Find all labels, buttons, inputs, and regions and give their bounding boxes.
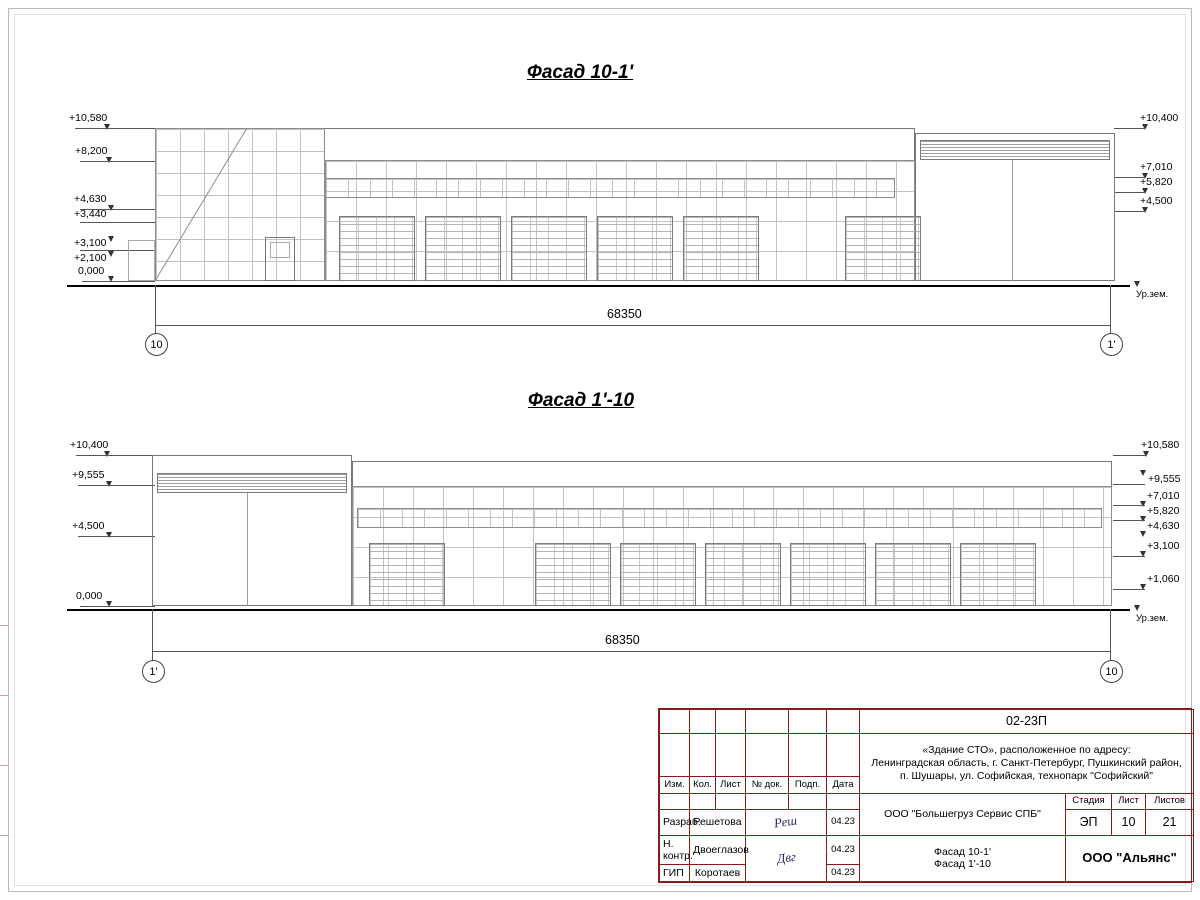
- overhead-gate: [683, 216, 759, 281]
- level-line-left-2-0: [76, 455, 155, 456]
- level-line-right-1-3: [1114, 211, 1144, 212]
- level-label-left-1-3: +3,440: [74, 208, 107, 220]
- stamp-designer-org: ООО "Альянс": [1066, 835, 1194, 881]
- stamp-header-kol: Кол.: [690, 776, 716, 793]
- overhead-gate: [875, 543, 951, 606]
- annex-divider: [1012, 160, 1013, 281]
- overhead-gate: [369, 543, 445, 606]
- stamp-role-1: Н. контр.: [660, 835, 690, 864]
- level-line-right-2-2: [1113, 505, 1145, 506]
- window-band: [325, 178, 895, 198]
- stamp-sheet-title: [860, 835, 1066, 881]
- left-edge-marks: [0, 625, 9, 875]
- stamp-name-0: Решетова: [690, 809, 746, 835]
- level-label-left-2-2: +4,500: [72, 520, 105, 532]
- pedestrian-door-glass: [270, 242, 290, 258]
- stamp-role-0: Разраб.: [660, 809, 690, 835]
- level-label-left-1-2: +4,630: [74, 193, 107, 205]
- dim-ext-right-2: [1110, 609, 1111, 661]
- louver-panel: [157, 473, 347, 493]
- level-label-left-1-4: +3,100: [74, 237, 107, 249]
- level-label-left-2-1: +9,555: [72, 469, 105, 481]
- level-line-left-2-3: [80, 606, 155, 607]
- stamp-company: ООО "Большегруз Сервис СПБ": [860, 793, 1066, 835]
- overhead-gate: [620, 543, 696, 606]
- overhead-gate: [705, 543, 781, 606]
- stamp-header-ndok: № док.: [746, 776, 789, 793]
- level-label-right-1-1: +7,010: [1140, 161, 1173, 173]
- level-arrow-left-1-5: [108, 251, 115, 258]
- level-line-right-1-0: [1114, 128, 1144, 129]
- dim-value-1: 68350: [607, 307, 642, 321]
- ground-label-2: Ур.зем.: [1136, 613, 1169, 624]
- stamp-date-1: 04.23: [827, 835, 860, 864]
- level-label-left-1-1: +8,200: [75, 145, 108, 157]
- level-line-right-2-5: [1113, 556, 1145, 557]
- overhead-gate: [845, 216, 921, 281]
- stamp-header-data: Дата: [827, 776, 860, 793]
- level-line-right-2-3: [1113, 520, 1145, 521]
- stamp-name-1: Двоеглазов: [690, 835, 746, 864]
- level-line-right-1-2: [1114, 192, 1144, 193]
- facade-1-title: Фасад 10-1': [527, 62, 634, 83]
- stamp-date-0: 04.23: [827, 809, 860, 835]
- object-line-2: Ленинградская область, г. Санкт-Петербург, Пушкинский район,: [871, 756, 1182, 769]
- level-label-left-1-6: 0,000: [78, 265, 105, 277]
- dim-ext-left-2: [152, 609, 153, 661]
- ground-arrow-1: [1134, 281, 1141, 288]
- level-line-right-2-0: [1113, 455, 1145, 456]
- level-line-right-2-1: [1113, 484, 1145, 485]
- facade-2-title: Фасад 1'-10: [528, 390, 635, 411]
- stamp-stage: ЭП: [1066, 809, 1112, 835]
- dim-line-1: [155, 325, 1110, 326]
- stamp-header-podp: Подп.: [789, 776, 827, 793]
- level-label-left-1-0: +10,580: [69, 112, 108, 124]
- level-label-right-2-6: +1,060: [1147, 573, 1180, 585]
- level-line-left-1-3: [80, 222, 155, 223]
- level-label-right-2-2: +7,010: [1147, 490, 1180, 502]
- ground-arrow-2: [1134, 605, 1141, 612]
- annex-divider: [247, 493, 248, 606]
- axis-marker-right-2: 10: [1100, 660, 1123, 683]
- level-line-left-1-6: [82, 281, 155, 282]
- stamp-date-2: 04.23: [827, 864, 860, 881]
- level-line-right-2-6: [1113, 589, 1145, 590]
- stamp-header-stage: Стадия: [1066, 793, 1112, 809]
- stamp-header-izm: Изм.: [660, 776, 690, 793]
- stamp-sheets: 21: [1146, 809, 1194, 835]
- stamp-header-sheets: Листов: [1146, 793, 1194, 809]
- overhead-gate: [425, 216, 501, 281]
- dim-value-2: 68350: [605, 633, 640, 647]
- dim-ext-left-1: [155, 285, 156, 335]
- stamp-header-list: Лист: [716, 776, 746, 793]
- ground-label-1: Ур.зем.: [1136, 289, 1169, 300]
- left-annex: [128, 240, 155, 281]
- stamp-sign-0: Реш: [746, 809, 827, 835]
- axis-marker-right-1: 1': [1100, 333, 1123, 356]
- level-arrow-left-1-4: [108, 236, 115, 243]
- level-label-left-2-3: 0,000: [76, 590, 103, 602]
- level-label-right-1-2: +5,820: [1140, 176, 1173, 188]
- level-label-right-1-0: +10,400: [1140, 112, 1179, 124]
- overhead-gate: [511, 216, 587, 281]
- overhead-gate: [790, 543, 866, 606]
- stamp-header-sheet: Лист: [1112, 793, 1146, 809]
- level-line-left-2-2: [78, 536, 155, 537]
- stamp-object: [860, 733, 1194, 793]
- sheet-title-line-2: Фасад 1'-10: [934, 858, 991, 871]
- level-arrow-right-2-1: [1140, 470, 1147, 477]
- dim-ext-right-1: [1110, 285, 1111, 335]
- level-label-left-2-0: +10,400: [70, 439, 109, 451]
- level-label-right-1-3: +4,500: [1140, 195, 1173, 207]
- sheet-title-line-1: Фасад 10-1': [934, 846, 991, 859]
- dim-line-2: [152, 651, 1110, 652]
- level-label-right-2-1: +9,555: [1148, 473, 1181, 485]
- level-label-right-2-0: +10,580: [1141, 439, 1180, 451]
- diagonal-line: [155, 128, 325, 281]
- overhead-gate: [960, 543, 1036, 606]
- stamp-sheet: 10: [1112, 809, 1146, 835]
- level-line-left-2-1: [78, 485, 155, 486]
- level-line-left-1-1: [80, 161, 155, 162]
- object-line-1: «Здание СТО», расположенное по адресу:: [922, 743, 1131, 756]
- level-line-left-1-0: [75, 128, 155, 129]
- overhead-gate: [339, 216, 415, 281]
- stamp-role-2: ГИП: [660, 864, 690, 881]
- window-band: [357, 508, 1102, 528]
- stamp-sign-1: Двг: [746, 835, 827, 881]
- louver-panel: [920, 140, 1110, 160]
- overhead-gate: [535, 543, 611, 606]
- title-block: [658, 708, 1192, 883]
- level-label-right-2-4: +4,630: [1147, 520, 1180, 532]
- ground-line-2: [67, 609, 1130, 611]
- ground-line-1: [67, 285, 1130, 287]
- level-label-right-2-3: +5,820: [1147, 505, 1180, 517]
- overhead-gate: [597, 216, 673, 281]
- axis-marker-left-1: 10: [145, 333, 168, 356]
- level-label-left-1-5: +2,100: [74, 252, 107, 264]
- stamp-code: 02-23П: [860, 710, 1194, 734]
- object-line-3: п. Шушары, ул. Софийская, технопарк "Софийский": [900, 769, 1153, 782]
- level-label-right-2-5: +3,100: [1147, 540, 1180, 552]
- stamp-name-2: Коротаев: [690, 864, 746, 881]
- axis-marker-left-2: 1': [142, 660, 165, 683]
- level-arrow-right-2-4: [1140, 531, 1147, 538]
